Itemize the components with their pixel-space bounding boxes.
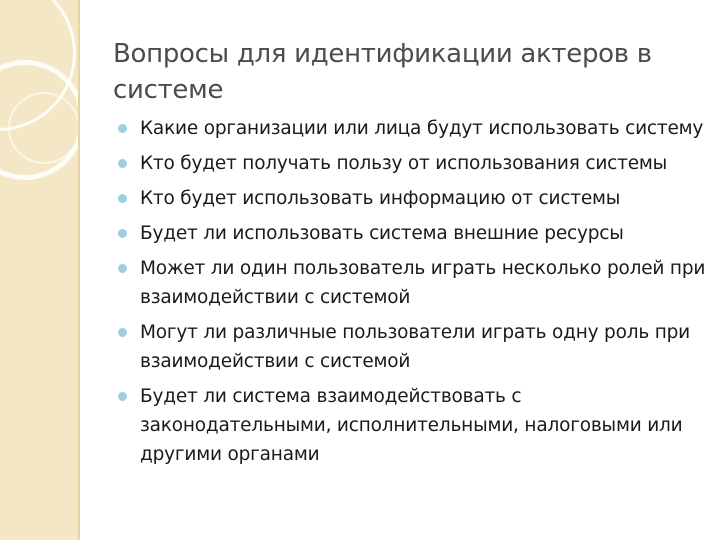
- bullet-icon: [118, 159, 127, 168]
- bullet-text: Кто будет получать пользу от использования системы: [140, 153, 668, 174]
- bullet-icon: [118, 392, 127, 401]
- decorative-ring: [8, 92, 80, 164]
- decorative-side-band: [0, 0, 80, 540]
- list-item: [116, 114, 706, 143]
- bullet-icon: [118, 264, 127, 273]
- bullet-icon: [118, 229, 127, 238]
- bullet-text: Кто будет использовать информацию от системы: [140, 188, 621, 209]
- bullet-icon: [118, 328, 127, 337]
- list-item: [116, 318, 706, 376]
- list-item: [116, 149, 706, 178]
- list-item: [116, 254, 706, 312]
- bullet-list: [116, 114, 706, 475]
- list-item: [116, 219, 706, 248]
- list-item: [116, 382, 706, 469]
- bullet-icon: [118, 124, 127, 133]
- bullet-icon: [118, 194, 127, 203]
- bullet-text: Может ли один пользователь играть несколько ролей при взаимодействии с системой: [140, 258, 706, 308]
- bullet-text: Будет ли система взаимодействовать с законодательными, исполнительными, налоговыми или другими органами: [140, 386, 683, 465]
- slide-title: Вопросы для идентификации актеров в системе: [113, 39, 652, 105]
- bullet-text: Будет ли использовать система внешние ресурсы: [140, 223, 624, 244]
- bullet-text: Могут ли различные пользователи играть одну роль при взаимодействии с системой: [140, 322, 690, 372]
- list-item: [116, 184, 706, 213]
- bullet-text: Какие организации или лица будут использовать систему: [140, 118, 704, 139]
